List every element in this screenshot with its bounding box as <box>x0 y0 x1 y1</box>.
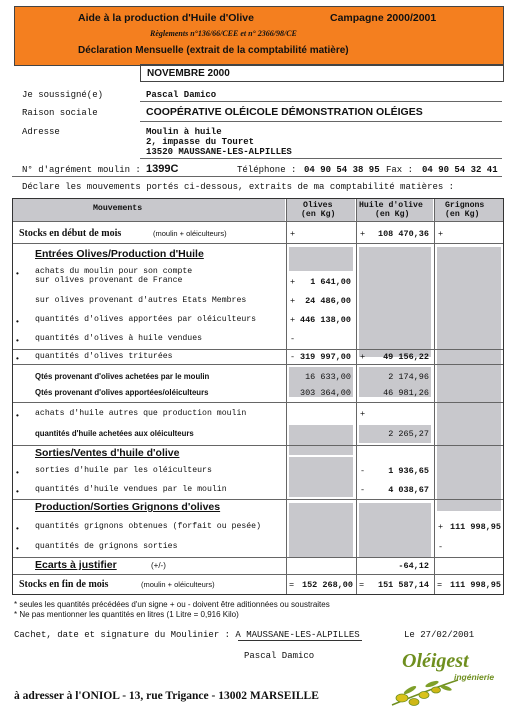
col-oil-unit: (en Kg) <box>375 210 410 219</box>
row-pomace-obtained-value: 111 998,95 <box>449 522 501 532</box>
company-label: Raison sociale <box>22 108 98 118</box>
stock-end-label: Stocks en fin de mois <box>19 579 109 590</box>
approval-label: N° d'agrément moulin : <box>22 165 141 175</box>
row-bought-mill-olives: 16 633,00 <box>305 372 351 382</box>
col-pomace-unit: (en Kg) <box>445 210 480 219</box>
sign: + <box>438 522 444 532</box>
row-oil-from-growers-value: 2 265,27 <box>388 429 429 439</box>
stock-end-oil: 151 587,14 <box>377 580 429 590</box>
row-brought-value: 446 138,00 <box>299 315 351 325</box>
declaration-label: Déclaration Mensuelle (extrait de la comptabilité matière) <box>78 45 349 56</box>
row-oil-out-growers-value: 1 936,65 <box>388 466 429 476</box>
fax-value: 04 90 54 32 41 <box>422 165 498 175</box>
sign: + <box>290 229 296 239</box>
sign: - <box>360 485 366 495</box>
sign: - <box>290 334 296 344</box>
stock-end-pomace: 111 998,95 <box>449 580 501 590</box>
row-other-eu-value: 24 486,00 <box>305 296 351 306</box>
row-brought-growers-olives: 303 364,00 <box>299 388 351 398</box>
row-brought-growers: Qtés provenant d'olives apportées/oléiculteurs <box>35 388 209 397</box>
row-sold-olives: quantités d'olives à huile vendues <box>35 334 203 343</box>
col-oil: Huile d'olive <box>359 201 423 210</box>
bullet: • <box>16 544 19 553</box>
row-oil-from-growers: quantités d'huile achetées aux oléiculteurs <box>35 429 194 438</box>
logo-text: Oléigest <box>402 650 469 672</box>
bullet: • <box>16 487 19 496</box>
phone-value: 04 90 54 38 95 <box>304 165 380 175</box>
note-2: * Ne pas mentionner les quantités en litres (1 Litre = 0,916 Kilo) <box>14 610 239 619</box>
bullet: • <box>16 468 19 477</box>
row-crushed-value: 319 997,00 <box>299 352 351 362</box>
bullet: • <box>16 269 19 278</box>
row-bought-fr-2: sur olives provenant de France <box>35 276 183 285</box>
intro-text: Déclare les mouvements portés ci-dessous, extraits de ma comptabilité matières : <box>22 182 455 192</box>
address-label: Adresse <box>22 127 60 137</box>
approval-value: 1399C <box>146 163 179 175</box>
bullet: • <box>16 524 19 533</box>
fax-label: Fax : <box>386 165 414 175</box>
sign: + <box>290 315 296 325</box>
section-exits: Sorties/Ventes d'huile d'olive <box>35 447 180 459</box>
footer-address: à adresser à l'ONIOL - 13, rue Trigance - 13002 MARSEILLE <box>14 690 319 702</box>
col-movements: Mouvements <box>93 204 143 213</box>
regulations-label: Règlements n°136/66/CEE et n° 2366/98/CE <box>150 29 297 38</box>
row-bought-mill: Qtés provenant d'olives achetées par le moulin <box>35 372 210 381</box>
sign: + <box>290 296 296 306</box>
bullet: • <box>16 411 19 420</box>
stock-start-sub: (moulin + oléiculteurs) <box>153 229 227 238</box>
signature-line: Cachet, date et signature du Moulinier : A MAUSSANE-LES-ALPILLES <box>14 630 360 640</box>
address-line-3: 13520 MAUSSANE-LES-ALPILLES <box>146 147 292 157</box>
address-line-1: Moulin à huile <box>146 127 222 137</box>
signee-value: Pascal Damico <box>146 90 217 100</box>
bullet: • <box>16 317 19 326</box>
row-brought: quantités d'olives apportées par oléiculteurs <box>35 315 257 324</box>
month-value: NOVEMBRE 2000 <box>147 68 230 79</box>
movements-table <box>12 198 504 595</box>
row-crushed: quantités d'olives triturées <box>35 352 173 361</box>
sign: = <box>359 580 365 590</box>
stock-start-oil: 108 470,36 <box>377 229 429 239</box>
phone-label: Téléphone : <box>237 165 297 175</box>
row-oil-purchases: achats d'huile autres que production moulin <box>35 409 247 418</box>
stock-end-olives: 152 268,00 <box>301 580 353 590</box>
row-oil-sold-mill-value: 4 038,67 <box>388 485 429 495</box>
logo-subtext: ingénierie <box>454 672 495 682</box>
row-oil-out-growers: sorties d'huile par les oléiculteurs <box>35 466 212 475</box>
row-other-eu: sur olives provenant d'autres Etats Membres <box>35 296 247 305</box>
sign: - <box>438 542 444 552</box>
note-1: * seules les quantités précédées d'un signe + ou - doivent être aditionnées ou soustraites <box>14 600 330 609</box>
col-olives: Olives <box>303 201 333 210</box>
gaps-sub: (+/-) <box>151 561 166 570</box>
bullet: • <box>16 336 19 345</box>
oleigest-logo <box>388 650 506 710</box>
row-oil-sold-mill: quantités d'huile vendues par le moulin <box>35 485 227 494</box>
bullet: • <box>16 354 19 363</box>
sign: + <box>360 352 366 362</box>
signature-name: Pascal Damico <box>244 651 315 661</box>
row-bought-fr-value: 1 641,00 <box>310 277 351 287</box>
row-bought-fr-1: achats du moulin pour son compte <box>35 267 193 276</box>
row-pomace-out: quantités de grignons sorties <box>35 542 178 551</box>
sign: + <box>360 409 366 419</box>
row-pomace-obtained: quantités grignons obtenues (forfait ou pesée) <box>35 522 262 531</box>
stock-end-sub: (moulin + oléiculteurs) <box>141 580 215 589</box>
company-value: COOPÉRATIVE OLÉICOLE DÉMONSTRATION OLÉIGES <box>146 106 423 118</box>
sign: - <box>360 466 366 476</box>
row-bought-mill-oil: 2 174,96 <box>388 372 429 382</box>
sign: + <box>360 229 366 239</box>
campaign-label: Campagne 2000/2001 <box>330 12 437 24</box>
gaps-label: Ecarts à justifier <box>35 559 117 571</box>
signee-label: Je soussigné(e) <box>22 90 104 100</box>
sign: + <box>438 229 444 239</box>
sign: = <box>289 580 295 590</box>
section-entries: Entrées Olives/Production d'Huile <box>35 248 204 260</box>
section-pomace: Production/Sorties Grignons d'olives <box>35 501 221 513</box>
signature-date: Le 27/02/2001 <box>404 630 475 640</box>
row-brought-growers-oil: 46 981,26 <box>383 388 429 398</box>
form-title: Aide à la production d'Huile d'Olive <box>78 12 254 24</box>
sign: - <box>290 352 296 362</box>
col-pomace: Grignons <box>445 201 485 210</box>
gaps-value: -64,12 <box>398 561 429 571</box>
row-crushed-oil: 49 156,22 <box>383 352 429 362</box>
stock-start-label: Stocks en début de mois <box>19 228 122 239</box>
sign: = <box>437 580 443 590</box>
address-line-2: 2, impasse du Touret <box>146 137 255 147</box>
col-olives-unit: (en Kg) <box>301 210 336 219</box>
sign: + <box>290 277 296 287</box>
